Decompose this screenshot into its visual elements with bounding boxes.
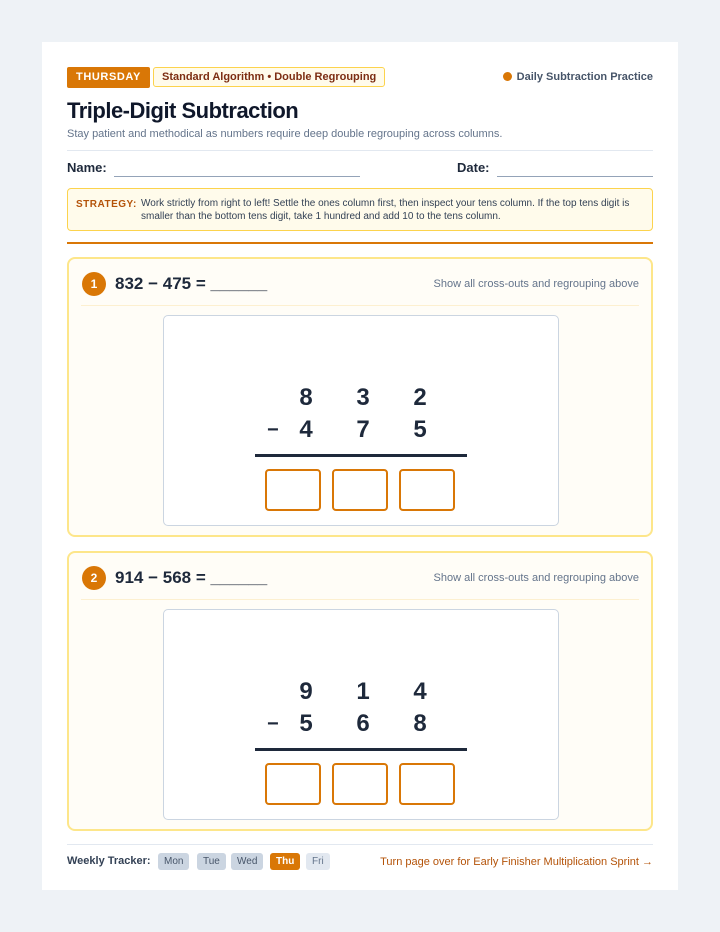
problem-card — [67, 257, 653, 537]
bottom-digit-tens: 7 — [356, 416, 370, 443]
minus-sign: − — [267, 419, 279, 441]
turn-page-note: Turn page over for Early Finisher Multiplication Sprint → — [380, 856, 653, 868]
top-digit-tens: 3 — [356, 384, 370, 411]
problem-hint: Show all cross-outs and regrouping above — [433, 572, 639, 584]
problem-divider — [81, 599, 639, 600]
answer-bar — [255, 454, 467, 457]
name-label: Name: — [67, 160, 107, 175]
dot-icon — [503, 72, 512, 81]
practice-label — [503, 70, 653, 84]
tracker-day-wed: Wed — [231, 853, 263, 870]
problem-number: 2 — [82, 566, 106, 590]
strategy-text: Work strictly from right to left! Settle the ones column first, then inspect your tens column. If the top tens digit is smaller than the bottom tens digit, take 1 hundred and add 10 to the tens column. — [141, 198, 630, 222]
page-subtitle: Stay patient and methodical as numbers require deep double regrouping across columns. — [67, 128, 503, 140]
minus-sign: − — [267, 713, 279, 735]
page-title: Triple-Digit Subtraction — [67, 98, 299, 123]
date-label: Date: — [457, 160, 490, 175]
header-top-row — [67, 67, 653, 88]
tracker-day-thu: Thu — [270, 853, 300, 870]
name-date-row — [67, 159, 653, 179]
tracker-day-tue: Tue — [197, 853, 226, 870]
footer-divider — [67, 844, 653, 845]
accent-divider — [67, 242, 653, 244]
answer-bar — [255, 748, 467, 751]
answer-box-tens[interactable] — [332, 469, 388, 511]
tracker-label: Weekly Tracker: — [67, 855, 151, 867]
worksheet-content — [67, 67, 653, 872]
problem-divider — [81, 305, 639, 306]
top-digit-ones: 4 — [413, 678, 427, 705]
top-digit-ones: 2 — [413, 384, 427, 411]
answer-box-ones[interactable] — [399, 469, 455, 511]
top-digit-tens: 1 — [356, 678, 370, 705]
name-field[interactable] — [114, 176, 360, 177]
top-digit-hundreds: 8 — [299, 384, 313, 411]
work-area — [163, 609, 559, 820]
problem-equation: 914 − 568 = ______ — [115, 568, 268, 587]
strategy-label: STRATEGY: — [76, 199, 137, 210]
header-divider — [67, 150, 653, 151]
bottom-digit-ones: 5 — [413, 416, 427, 443]
tracker-day-fri: Fri — [306, 853, 330, 870]
problem-hint: Show all cross-outs and regrouping above — [433, 278, 639, 290]
answer-box-hundreds[interactable] — [265, 763, 321, 805]
problem-equation: 832 − 475 = ______ — [115, 274, 268, 293]
answer-box-ones[interactable] — [399, 763, 455, 805]
date-field[interactable] — [497, 176, 653, 177]
answer-box-tens[interactable] — [332, 763, 388, 805]
top-digit-hundreds: 9 — [299, 678, 313, 705]
tracker-day-mon: Mon — [158, 853, 189, 870]
bottom-digit-ones: 8 — [413, 710, 427, 737]
day-badge: THURSDAY — [67, 67, 150, 88]
strategy-box — [67, 188, 653, 231]
bottom-digit-hundreds: 4 — [299, 416, 313, 443]
work-area — [163, 315, 559, 526]
answer-box-hundreds[interactable] — [265, 469, 321, 511]
practice-label-text: Daily Subtraction Practice — [516, 71, 653, 83]
bottom-digit-tens: 6 — [356, 710, 370, 737]
topic-badge: Standard Algorithm • Double Regrouping — [153, 67, 385, 87]
problem-number: 1 — [82, 272, 106, 296]
bottom-digit-hundreds: 5 — [299, 710, 313, 737]
worksheet-page — [42, 42, 678, 890]
footer — [67, 852, 653, 872]
problem-card — [67, 551, 653, 831]
